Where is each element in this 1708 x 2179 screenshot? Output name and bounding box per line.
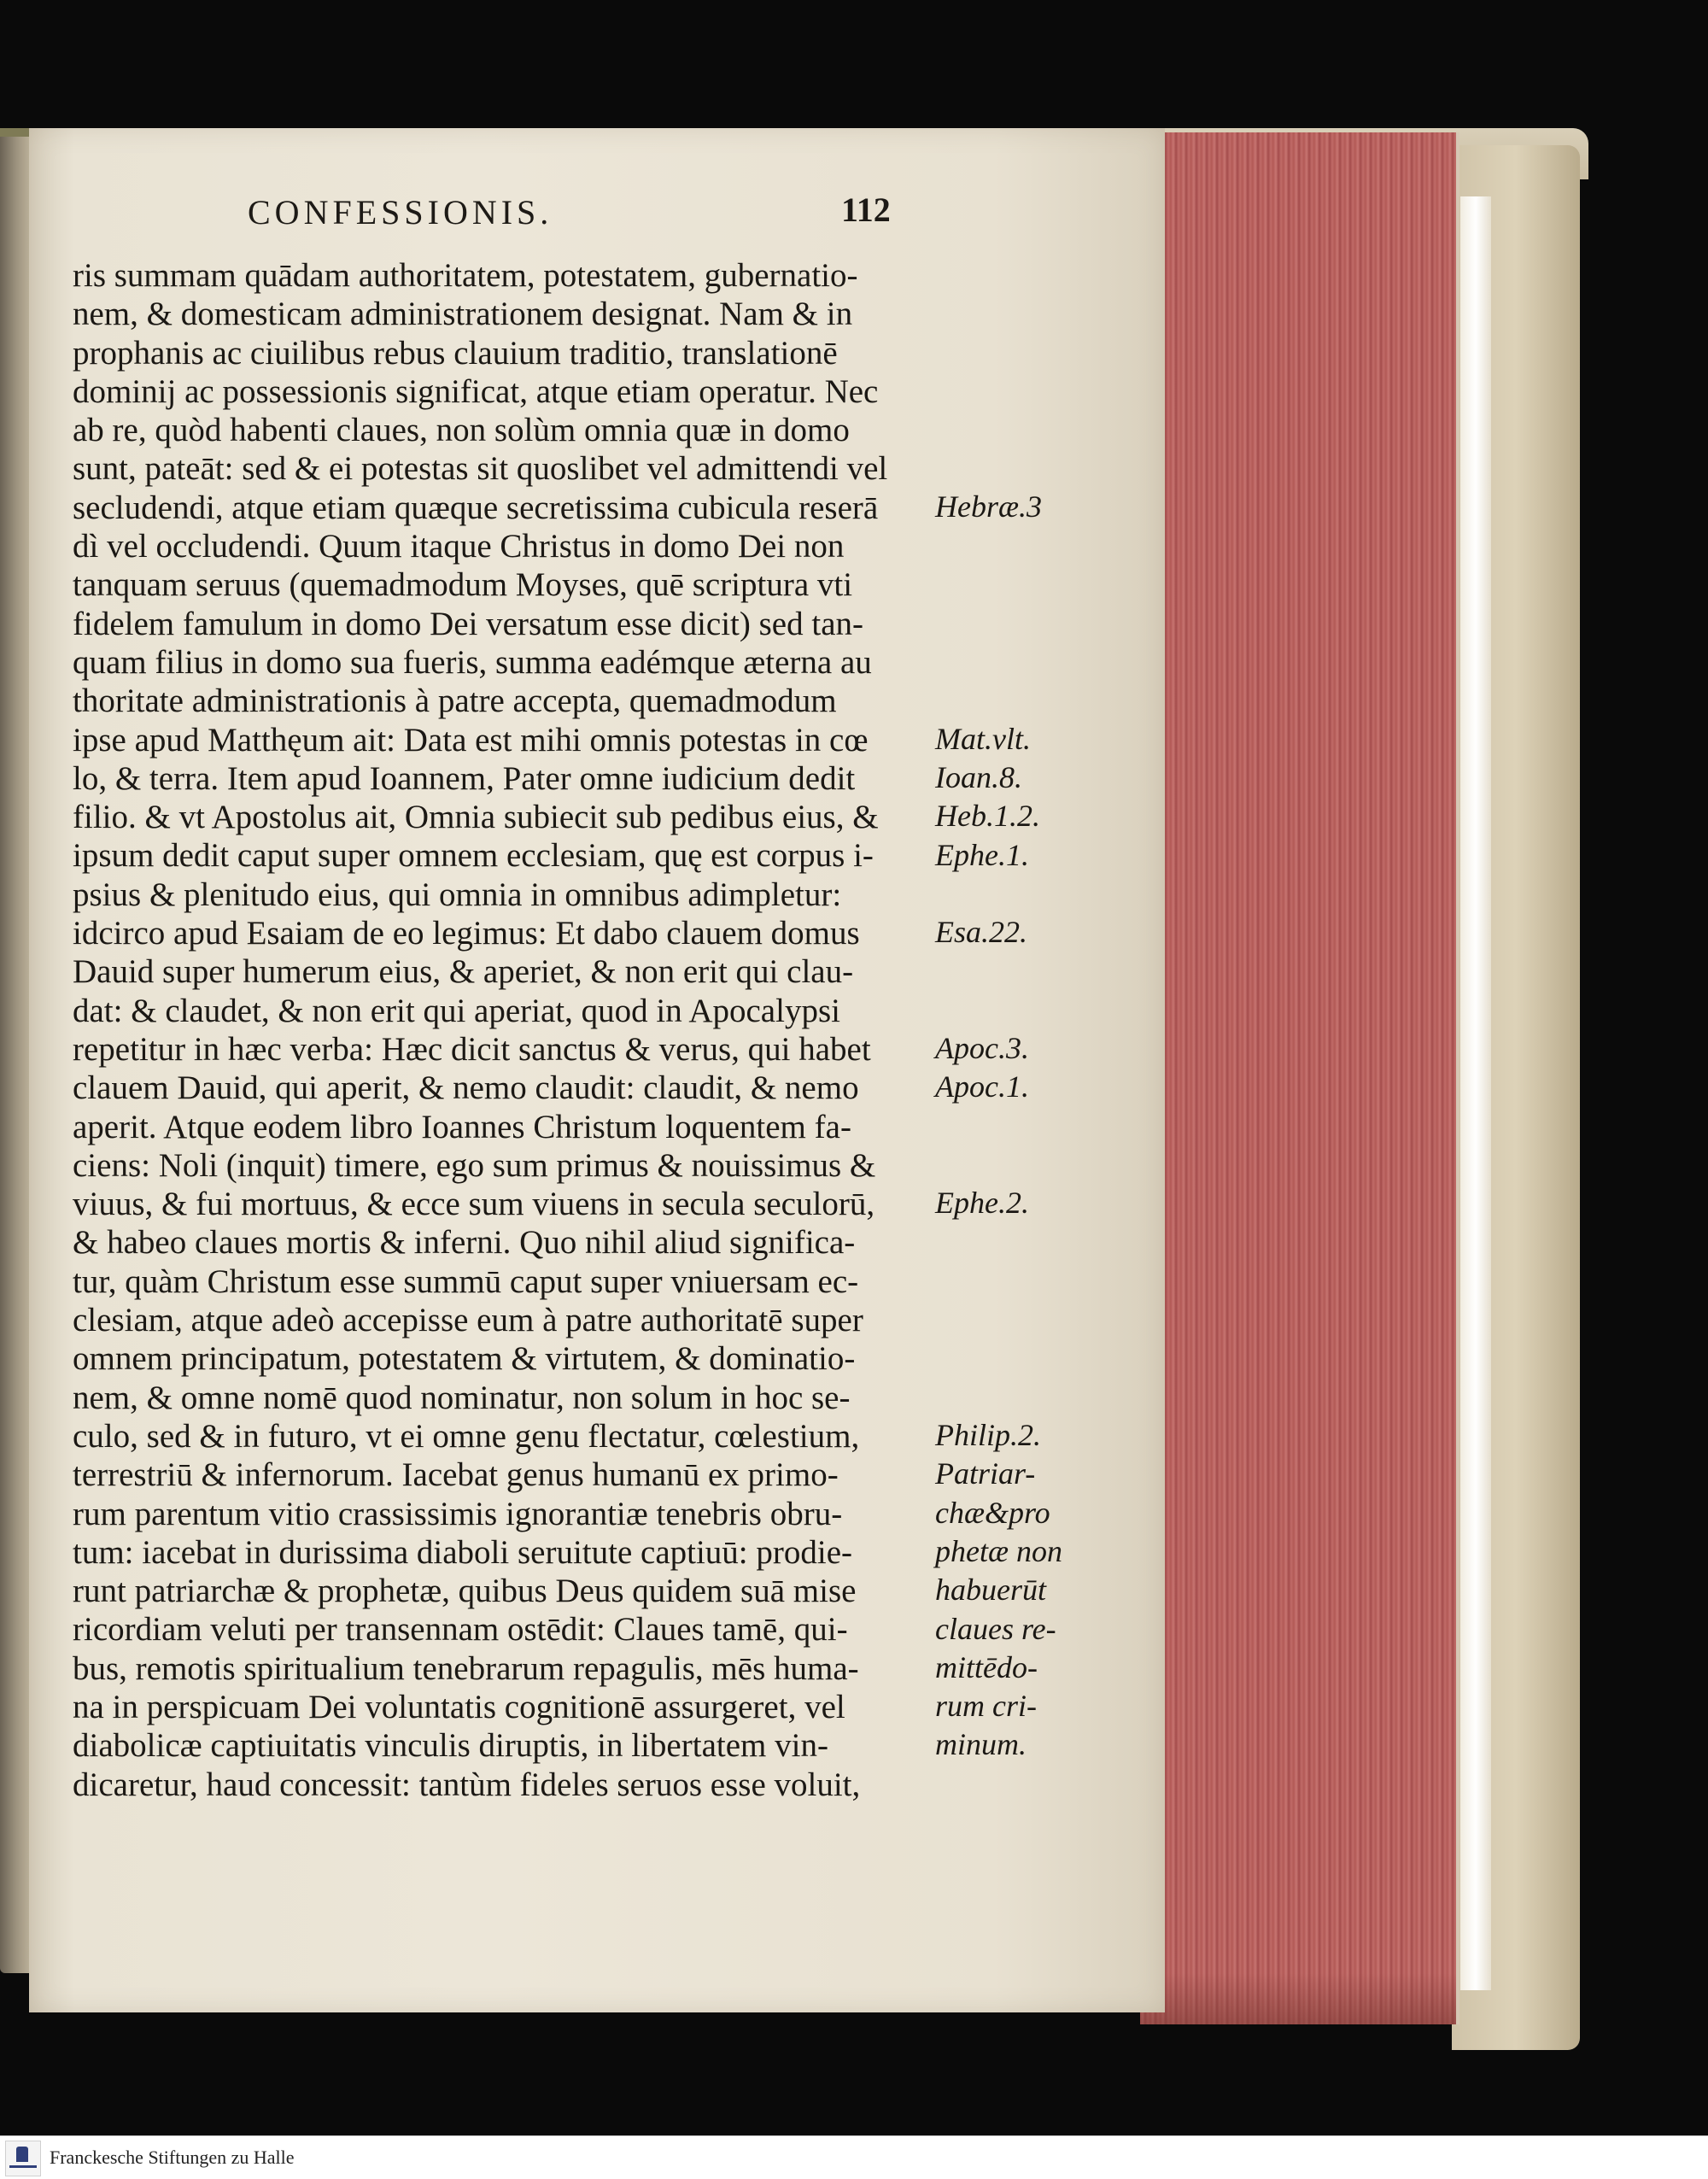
- text-line: repetitur in hæc verba: Hæc dicit sanctus & verus, qui habet: [73, 1030, 871, 1068]
- marginal-note: minum.: [935, 1727, 1027, 1762]
- text-line: ipsum dedit caput super omnem ecclesiam, quę est corpus i-: [73, 837, 874, 875]
- marginal-note: Ephe.1.: [935, 837, 1029, 872]
- marginal-note: habuerūt: [935, 1573, 1046, 1608]
- text-line: ricordiam veluti per transennam ostēdit: Claues tamē, qui-: [73, 1611, 848, 1649]
- footer-credit[interactable]: Franckesche Stiftungen zu Halle: [50, 2147, 295, 2168]
- text-line: tur, quàm Christum esse summū caput super vniuersam ec-: [73, 1262, 859, 1300]
- francke-foundation-logo-icon[interactable]: [5, 2141, 41, 2176]
- page-gap-highlight: [1460, 196, 1491, 1990]
- text-line: sunt, pateāt: sed & ei potestas sit quoslibet vel admittendi vel: [73, 450, 888, 488]
- body-text: [73, 256, 918, 1804]
- text-line: tanquam seruus (quemadmodum Moyses, quē scriptura vti: [73, 566, 853, 604]
- text-line: viuus, & fui mortuus, & ecce sum viuens in secula seculorū,: [73, 1186, 875, 1223]
- marginal-note: Philip.2.: [935, 1418, 1041, 1452]
- marginal-note: Heb.1.2.: [935, 799, 1040, 834]
- marginal-note: Ephe.2.: [935, 1186, 1029, 1221]
- red-fore-edge: [1140, 132, 1459, 2024]
- text-line: clesiam, atque adeò accepisse eum à patre authoritatē super: [73, 1302, 863, 1339]
- text-line: rum parentum vitio crassissimis ignorantiæ tenebris obru-: [73, 1495, 843, 1532]
- text-line: ciens: Noli (inquit) timere, ego sum primus & nouissimus &: [73, 1146, 876, 1184]
- marginal-note: mittēdo-: [935, 1649, 1038, 1684]
- text-line: dat: & claudet, & non erit qui aperiat, quod in Apocalypsi: [73, 992, 840, 1029]
- text-line: fidelem famulum in domo Dei versatum esse dicit) sed tan-: [73, 605, 864, 642]
- footer-bar: [0, 2135, 1708, 2179]
- text-line: aperit. Atque eodem libro Ioannes Christum loquentem fa-: [73, 1108, 851, 1145]
- marginal-note: Patriar-: [935, 1456, 1036, 1491]
- text-line: dì vel occludendi. Quum itaque Christus in domo Dei non: [73, 528, 845, 565]
- text-line: ipse apud Matthęum ait: Data est mihi omnis potestas in cœ: [73, 721, 869, 759]
- text-line: idcirco apud Esaiam de eo legimus: Et dabo clauem domus: [73, 915, 860, 952]
- running-head: CONFESSIONIS.: [248, 193, 553, 231]
- text-line: omnem principatum, potestatem & virtutem, & dominatio-: [73, 1340, 856, 1378]
- text-line: na in perspicuam Dei voluntatis cognitionē assurgeret, vel: [73, 1688, 845, 1725]
- text-line: quam filius in domo sua fueris, summa eadémque æterna au: [73, 643, 872, 681]
- text-line: prophanis ac ciuilibus rebus clauium traditio, translationē: [73, 334, 838, 372]
- text-line: nem, & domesticam administrationem designat. Nam & in: [73, 296, 853, 333]
- text-line: & habeo claues mortis & inferni. Quo nihil aliud significa-: [73, 1224, 856, 1262]
- text-line: thoritate administrationis à patre accepta, quemadmodum: [73, 682, 837, 720]
- text-line: Dauid super humerum eius, & aperiet, & non erit qui clau-: [73, 953, 854, 991]
- marginal-note: phetæ non: [935, 1533, 1062, 1568]
- text-line: lo, & terra. Item apud Ioannem, Pater omne iudicium dedit: [73, 759, 856, 797]
- text-line: terrestriū & infernorum. Iacebat genus humanū ex primo-: [73, 1456, 839, 1494]
- text-line: bus, remotis spiritualium tenebrarum repagulis, mēs huma-: [73, 1649, 859, 1687]
- text-line: filio. & vt Apostolus ait, Omnia subiecit sub pedibus eius, &: [73, 799, 879, 836]
- marginal-note: Mat.vlt.: [935, 721, 1031, 756]
- text-line: secludendi, atque etiam quæque secretissima cubicula reserā: [73, 489, 879, 526]
- marginal-note: rum cri-: [935, 1689, 1037, 1724]
- text-line: dicaretur, haud concessit: tantùm fideles seruos esse voluit,: [73, 1766, 861, 1803]
- marginal-note: claues re-: [935, 1611, 1056, 1646]
- text-line: diabolicæ captiuitatis vinculis diruptis, in libertatem vin-: [73, 1727, 828, 1765]
- marginal-note: Ioan.8.: [935, 759, 1022, 794]
- marginal-note: chæ&pro: [935, 1495, 1050, 1530]
- marginal-note: Apoc.3.: [935, 1031, 1029, 1065]
- marginal-note: Apoc.1.: [935, 1069, 1029, 1104]
- text-line: psius & plenitudo eius, qui omnia in omnibus adimpletur:: [73, 876, 842, 913]
- text-line: nem, & omne nomē quod nominatur, non solum in hoc se-: [73, 1379, 851, 1416]
- text-line: dominij ac possessionis significat, atque etiam operatur. Nec: [73, 372, 879, 410]
- text-line: ris summam quādam authoritatem, potestatem, gubernatio-: [73, 257, 858, 294]
- page-number: 112: [841, 190, 891, 229]
- marginal-note: Esa.22.: [935, 915, 1027, 950]
- text-line: clauem Dauid, qui aperit, & nemo claudit: claudit, & nemo: [73, 1069, 859, 1107]
- text-line: runt patriarchæ & prophetæ, quibus Deus quidem suā mise: [73, 1573, 857, 1610]
- marginal-note: Hebræ.3: [935, 489, 1042, 524]
- text-line: tum: iacebat in durissima diaboli seruitute captiuū: prodie-: [73, 1533, 853, 1571]
- text-line: ab re, quòd habenti claues, non solùm omnia quæ in domo: [73, 412, 850, 449]
- text-line: culo, sed & in futuro, vt ei omne genu flectatur, cœlestium,: [73, 1417, 860, 1455]
